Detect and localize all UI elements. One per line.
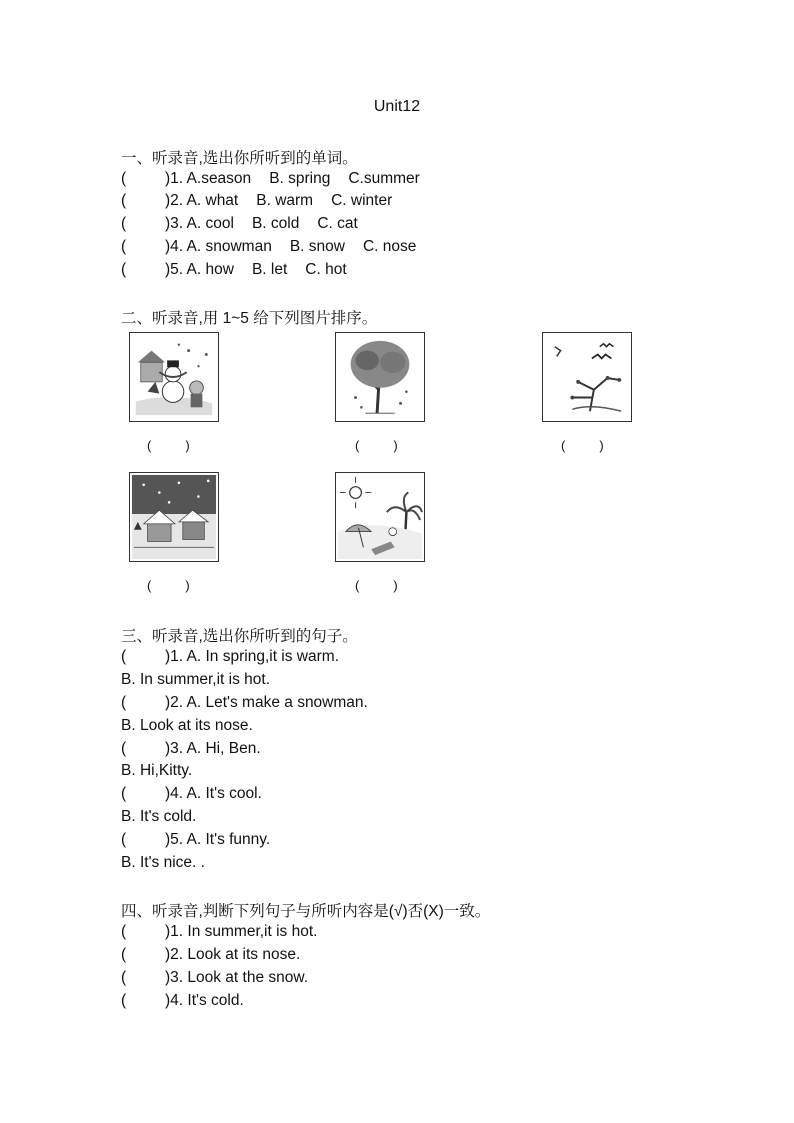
order-answer-paren[interactable]: ( ) <box>355 438 398 453</box>
item-number: )3. <box>165 215 184 232</box>
section3-line <box>121 693 368 713</box>
option-c: C. hot <box>305 261 347 278</box>
order-answer-paren[interactable]: ( ) <box>355 578 398 593</box>
answer-paren[interactable]: ( <box>121 923 127 940</box>
sentence-text: B. It's nice. . <box>121 854 205 871</box>
sentence-text: B. In summer,it is hot. <box>121 671 271 688</box>
order-answer-paren[interactable]: ( ) <box>561 438 604 453</box>
option-b: B. let <box>251 261 288 278</box>
section3-line <box>121 761 192 781</box>
section3-line <box>121 647 339 667</box>
section3-line <box>121 784 262 804</box>
order-answer-paren[interactable]: ( ) <box>147 578 190 593</box>
option-c: C. cat <box>317 215 358 232</box>
order-answer-paren[interactable]: ( ) <box>147 438 190 453</box>
item-number: )2. <box>165 192 184 209</box>
option-a: A. how <box>186 261 234 278</box>
sentence-text: )4. A. It's cool. <box>165 785 262 802</box>
option-b: B. spring <box>269 170 331 187</box>
answer-paren[interactable]: ( <box>121 192 127 209</box>
section1-heading: 一、听录音,选出你所听到的单词。 <box>121 150 358 167</box>
section1-item <box>121 260 347 280</box>
answer-paren[interactable]: ( <box>121 261 127 278</box>
answer-paren[interactable]: ( <box>121 992 127 1009</box>
beach-scene-icon <box>335 472 425 562</box>
section3-line <box>121 830 270 850</box>
option-b: B. snow <box>289 238 345 255</box>
answer-paren[interactable]: ( <box>121 969 127 986</box>
answer-paren[interactable]: ( <box>121 694 127 711</box>
section1-item <box>121 191 392 211</box>
sentence-text: )2. Look at its nose. <box>165 946 301 963</box>
section3-line <box>121 807 196 827</box>
section1-item <box>121 214 358 234</box>
option-a: A. snowman <box>186 238 272 255</box>
sentence-text: )2. A. Let's make a snowman. <box>165 694 368 711</box>
sentence-text: B. It's cold. <box>121 808 197 825</box>
page-title: Unit12 <box>373 98 421 115</box>
answer-paren[interactable]: ( <box>121 946 127 963</box>
item-number: )1. <box>165 170 184 187</box>
section3-line <box>121 670 270 690</box>
snowy-houses-icon <box>129 472 219 562</box>
answer-paren[interactable]: ( <box>121 215 127 232</box>
section4-line <box>121 945 300 965</box>
answer-paren[interactable]: ( <box>121 831 127 848</box>
section4-line <box>121 968 308 988</box>
section4-line <box>121 991 244 1011</box>
option-b: B. cold <box>251 215 300 232</box>
item-number: )4. <box>165 238 184 255</box>
option-c: C. nose <box>362 238 417 255</box>
option-c: C.summer <box>348 170 420 187</box>
sentence-text: )3. Look at the snow. <box>165 969 309 986</box>
sentence-text: )1. A. In spring,it is warm. <box>165 648 339 665</box>
section1-item <box>121 237 416 257</box>
answer-paren[interactable]: ( <box>121 785 127 802</box>
answer-paren[interactable]: ( <box>121 648 127 665</box>
item-number: )5. <box>165 261 184 278</box>
section1-item <box>121 169 420 189</box>
autumn-tree-icon <box>335 332 425 422</box>
sentence-text: B. Hi,Kitty. <box>121 762 193 779</box>
answer-paren[interactable]: ( <box>121 740 127 757</box>
answer-paren[interactable]: ( <box>121 238 127 255</box>
section4-heading: 四、听录音,判断下列句子与所听内容是(√)否(X)一致。 <box>121 903 491 920</box>
spring-branch-birds-icon <box>542 332 632 422</box>
option-a: A. cool <box>186 215 234 232</box>
section2-heading: 二、听录音,用 1~5 给下列图片排序。 <box>121 310 378 327</box>
option-a: A. what <box>186 192 239 209</box>
answer-paren[interactable]: ( <box>121 170 127 187</box>
section3-line <box>121 716 253 736</box>
sentence-text: B. Look at its nose. <box>121 717 253 734</box>
section4-line <box>121 922 317 942</box>
section3-line <box>121 739 261 759</box>
section3-heading: 三、听录音,选出你所听到的句子。 <box>121 628 358 645</box>
sentence-text: )1. In summer,it is hot. <box>165 923 318 940</box>
sentence-text: )5. A. It's funny. <box>165 831 271 848</box>
option-b: B. warm <box>256 192 314 209</box>
sentence-text: )3. A. Hi, Ben. <box>165 740 261 757</box>
option-c: C. winter <box>331 192 393 209</box>
section3-line <box>121 853 205 873</box>
option-a: A.season <box>186 170 252 187</box>
snowman-scene-icon <box>129 332 219 422</box>
sentence-text: )4. It's cold. <box>165 992 244 1009</box>
